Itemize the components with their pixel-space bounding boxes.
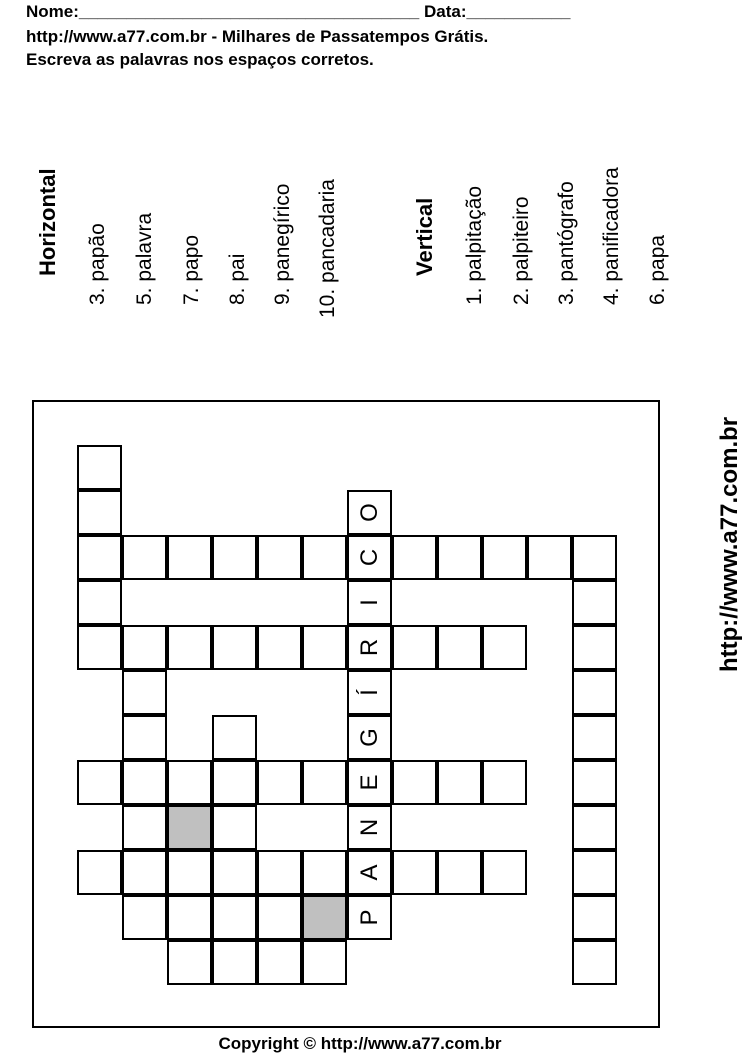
clue-h-3: 3. papão: [86, 223, 109, 305]
revealed-letter: P: [355, 909, 383, 926]
revealed-letter: G: [355, 728, 383, 747]
grid-cell[interactable]: [77, 625, 122, 670]
clue-v-6: 6. papa: [646, 234, 669, 305]
grid-cell[interactable]: [167, 760, 212, 805]
grid-cell[interactable]: [302, 535, 347, 580]
grid-cell[interactable]: [122, 895, 167, 940]
grid-cell[interactable]: [122, 715, 167, 760]
grid-cell[interactable]: [302, 940, 347, 985]
grid-cell[interactable]: [572, 535, 617, 580]
revealed-letter: A: [355, 864, 383, 881]
grid-cell[interactable]: [482, 760, 527, 805]
grid-cell[interactable]: [167, 850, 212, 895]
grid-cell[interactable]: [167, 895, 212, 940]
grid-cell[interactable]: [437, 760, 482, 805]
grid-cell[interactable]: [77, 580, 122, 625]
grid-cell[interactable]: [572, 805, 617, 850]
clue-h-10: 10. pancadaria: [316, 179, 339, 318]
clue-v-2: 2. palpiteiro: [510, 196, 533, 305]
grid-cell[interactable]: [392, 760, 437, 805]
grid-cell[interactable]: [437, 850, 482, 895]
grid-cell[interactable]: [212, 850, 257, 895]
grid-cell[interactable]: [212, 895, 257, 940]
grid-cell[interactable]: [212, 805, 257, 850]
grid-cell[interactable]: [572, 895, 617, 940]
grid-cell[interactable]: [77, 535, 122, 580]
grid-cell[interactable]: [212, 760, 257, 805]
grid-cell[interactable]: [122, 535, 167, 580]
grid-cell[interactable]: [257, 760, 302, 805]
grid-cell[interactable]: [167, 805, 212, 850]
grid-cell[interactable]: [212, 535, 257, 580]
grid-cell[interactable]: [122, 805, 167, 850]
revealed-letter: O: [355, 503, 383, 522]
grid-cell[interactable]: [572, 580, 617, 625]
grid-cell[interactable]: [212, 940, 257, 985]
clue-h-5: 5. palavra: [133, 212, 156, 305]
grid-cell[interactable]: [302, 895, 347, 940]
grid-cell[interactable]: [122, 850, 167, 895]
grid-cell[interactable]: [122, 670, 167, 715]
grid-cell[interactable]: [572, 715, 617, 760]
grid-cell[interactable]: [257, 625, 302, 670]
revealed-letter: N: [355, 818, 383, 837]
grid-cell[interactable]: [122, 760, 167, 805]
grid-cell[interactable]: [527, 535, 572, 580]
clue-h-7: 7. papo: [180, 234, 203, 305]
grid-cell[interactable]: [212, 625, 257, 670]
name-date-line: Nome:____________________________________ Data:___________: [26, 2, 571, 21]
instruction-line: Escreva as palavras nos espaços corretos.: [26, 50, 374, 69]
grid-cell[interactable]: [77, 850, 122, 895]
vertical-title: Vertical: [412, 197, 437, 276]
grid-cell[interactable]: [257, 850, 302, 895]
grid-cell[interactable]: [482, 850, 527, 895]
side-url: http://www.a77.com.br: [716, 416, 743, 672]
revealed-letter: E: [355, 774, 383, 791]
copyright: Copyright © http://www.a77.com.br: [218, 1034, 502, 1053]
grid-cell[interactable]: [572, 760, 617, 805]
grid-cell[interactable]: [572, 670, 617, 715]
grid-cell[interactable]: [482, 625, 527, 670]
grid-cell[interactable]: [167, 625, 212, 670]
grid-cell[interactable]: [167, 535, 212, 580]
grid-cell[interactable]: [572, 625, 617, 670]
grid-cell[interactable]: [392, 625, 437, 670]
grid-cell[interactable]: [302, 850, 347, 895]
clue-h-9: 9. panegírico: [271, 183, 294, 305]
grid-cell[interactable]: [257, 895, 302, 940]
site-line: http://www.a77.com.br - Milhares de Passatempos Grátis.: [26, 27, 489, 46]
grid-cell[interactable]: [257, 535, 302, 580]
revealed-letter: R: [355, 638, 383, 657]
revealed-letter: Í: [355, 689, 383, 696]
clue-v-1: 1. palpitação: [463, 185, 486, 305]
grid-cell[interactable]: [392, 850, 437, 895]
grid-cell[interactable]: [167, 940, 212, 985]
clue-h-8: 8. pai: [226, 253, 249, 305]
grid-cell[interactable]: [392, 535, 437, 580]
grid-cell[interactable]: [77, 760, 122, 805]
grid-cell[interactable]: [572, 850, 617, 895]
clue-v-4: 4. panificadora: [600, 167, 623, 305]
grid-cell[interactable]: [257, 940, 302, 985]
grid-cell[interactable]: [77, 490, 122, 535]
grid-cell[interactable]: [77, 445, 122, 490]
revealed-letter: C: [355, 548, 383, 567]
grid-cell[interactable]: [302, 760, 347, 805]
grid-cell[interactable]: [437, 625, 482, 670]
revealed-letter: I: [355, 599, 383, 606]
grid-cell[interactable]: [482, 535, 527, 580]
grid-cell[interactable]: [572, 940, 617, 985]
grid-cell[interactable]: [302, 625, 347, 670]
clue-v-3: 3. pantógrafo: [555, 181, 578, 305]
grid-cell[interactable]: [212, 715, 257, 760]
grid-cell[interactable]: [437, 535, 482, 580]
horizontal-title: Horizontal: [35, 168, 60, 276]
grid-cell[interactable]: [122, 625, 167, 670]
